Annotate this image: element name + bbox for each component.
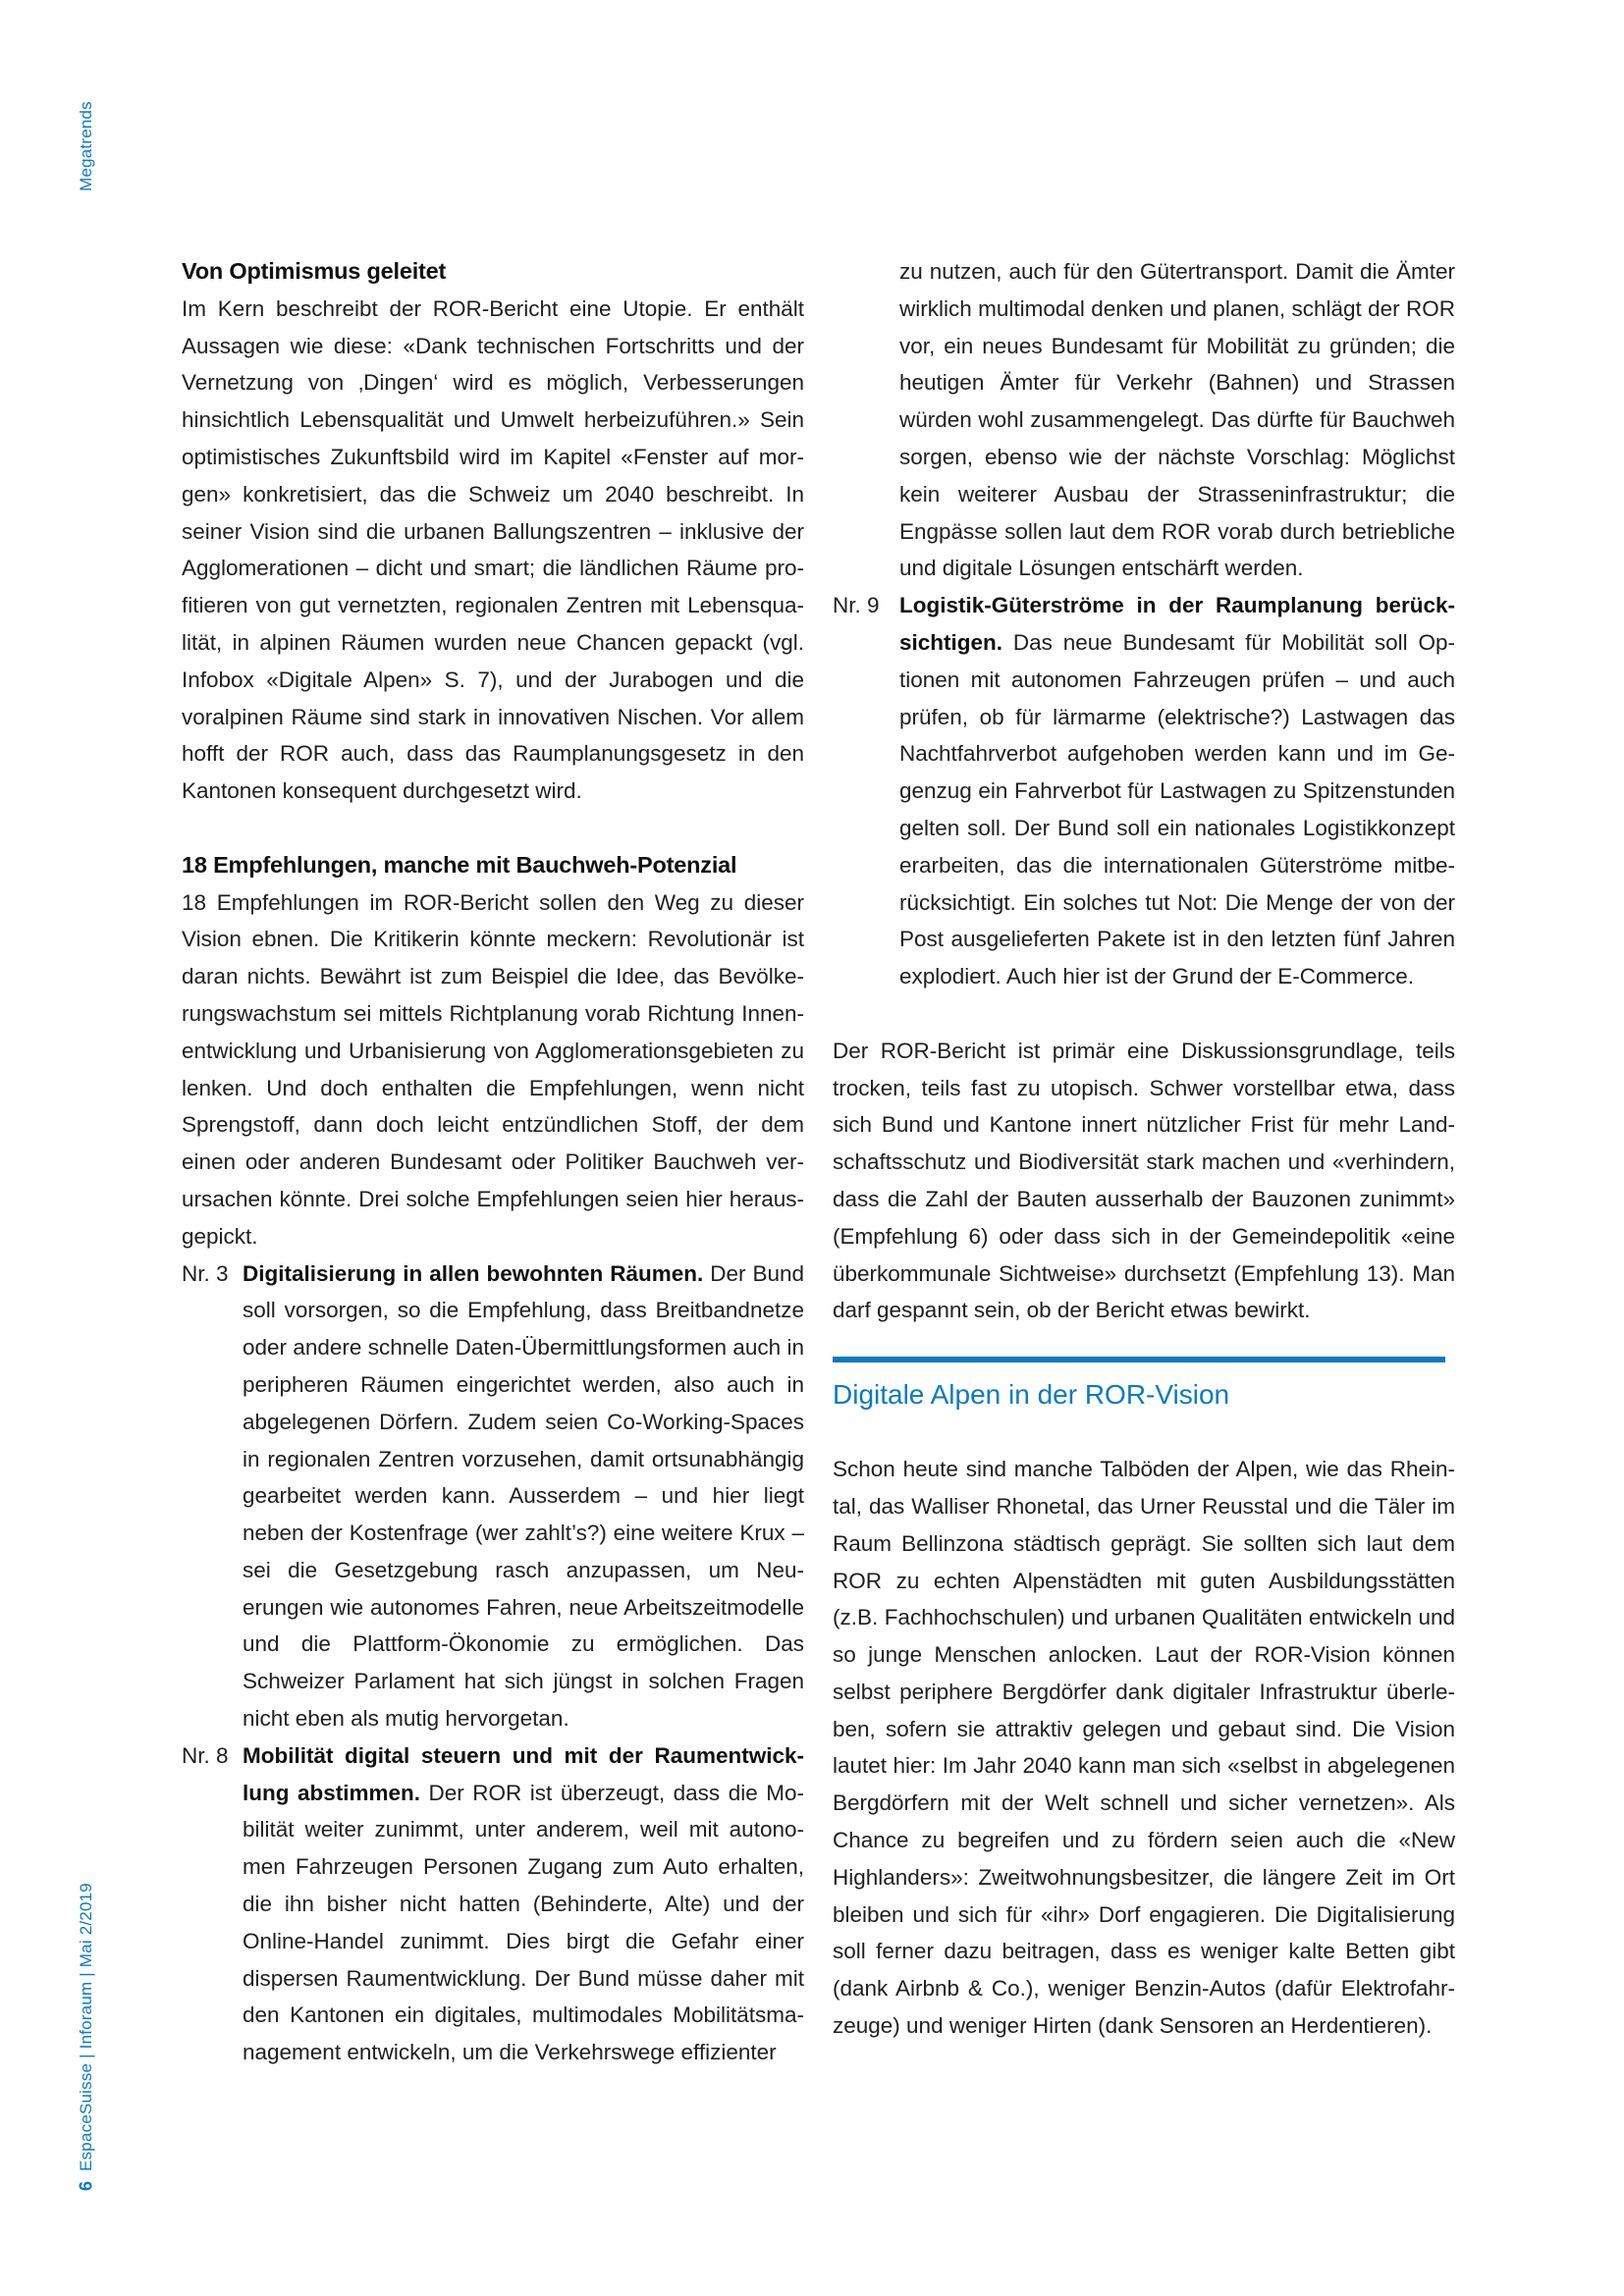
page-number-text: 6 <box>76 2180 96 2192</box>
paragraph-optimism: Im Kern beschreibt der ROR-Bericht eine Utopie. Er enthält Aussagen wie diese: «Dank technischen Fortschritts und der Vernetzung von ‚Dingen‘ wird es möglich, Verbesserungen hinsichtlich Lebensqualität und Umwelt herbeizuführen.» Sein optimistisches Zukunftsbild wird im Kapitel «Fenster auf morgen» konkretisiert, das die Schweiz um 2040 beschreibt. In seiner Vision sind die urbanen Ballungszentren – inklusive der Agglomerationen – dicht und smart; die ländlichen Räume profitieren von gut vernetzten, regionalen Zentren mit Lebensqualität, in alpinen Räumen wurden neue Chancen gepackt (vgl. Infobox «Digitale Alpen» S. 7), und der Jurabogen und die voralpinen Räume sind stark in innovativen Nischen. Vor allem hofft der ROR auch, dass das Raumplanungsgesetz in den Kantonen konsequent durchgesetzt wird. <box>182 295 804 804</box>
recommendation-title: Mobilität digital steuern und mit der Raumentwicklung abstimmen. <box>243 1742 804 1805</box>
recommendation-title: Logistik-Güterströme in der Raumplanung berücksichtigen. <box>899 593 1455 655</box>
publication-label <box>69 1883 104 2171</box>
section-label-text: Megatrends <box>77 101 95 191</box>
recommendation-continuation: zu nutzen, auch für den Gütertransport. Damit die Ämter wirklich multimodal denken und planen, schlägt der ROR vor, ein neues Bundesamt für Mobilität zu gründen; die heutigen Ämter für Verkehr (Bahnen) und Strassen würden wohl zusammengelegt. Das dürfte für Bauchweh sorgen, ebenso wie der nächste Vorschlag: Möglichst kein weiterer Ausbau der Strasseninfrastruktur; die Engpässe sollen laut dem ROR vorab durch betriebliche und digitale Lösungen entschärft werden. <box>899 259 1455 581</box>
recommendation-number: Nr. 3 <box>182 1260 229 1286</box>
infobox-title: Digitale Alpen in der ROR-Vision <box>833 1379 1230 1411</box>
publication-label-text: EspaceSuisse | Inforaum | Mai 2/2019 <box>77 1883 95 2171</box>
heading-optimism: Von Optimismus geleitet <box>182 258 447 284</box>
spacer <box>833 995 1455 1033</box>
paragraph-conclusion: Der ROR-Bericht ist primär eine Diskussionsgrundlage, teils trocken, teils fast zu utopisch. Schwer vorstellbar etwa, dass sich Bund und Kantone innert nützlicher Frist für mehr Landschaftsschutz und Biodiversität stark machen und «verhindern, dass die Zahl der Bauten ausserhalb der Bauzonen zunimmt» (Empfehlung 6) oder dass sich in der Gemeindepolitik «eine überkommunale Sichtweise» durchsetzt (Empfehlung 13). Man darf gespannt sein, ob der Bericht etwas bewirkt. <box>833 1038 1455 1323</box>
left-column <box>182 253 804 2071</box>
section-label <box>69 92 104 200</box>
recommendation-text: Das neue Bundesamt für Mobilität soll Optionen mit autonomen Fahrzeugen prüfen – und auch prüfen, ob für lärmarme (elektrische?) Lastwagen das Nachtfahrverbot aufgehoben werden kann und im Gegenzug ein Fahrverbot für Lastwagen zu Spitzenstunden gelten soll. Der Bund soll ein nationales Logistikkonzept erarbeiten, das die internationalen Güterströme mitberücksichtigt. Ein solches tut Not: Die Menge der von der Post ausgelieferten Pakete ist in den letzten fünf Jahren explodiert. Auch hier ist der Grund der E-Commerce. <box>899 629 1455 989</box>
right-column <box>833 253 1455 2045</box>
recommendation-item <box>833 587 1455 995</box>
spacer <box>182 810 804 847</box>
recommendation-number: Nr. 8 <box>182 1742 229 1768</box>
recommendation-item <box>182 1255 804 1737</box>
recommendation-item <box>182 1737 804 2071</box>
infobox-text: Schon heute sind manche Talböden der Alpen, wie das Rheintal, das Walliser Rhonetal, das Urner Reusstal und die Täler im Raum Bellinzona städtisch geprägt. Sie sollten sich laut dem ROR zu echten Alpenstädten mit guten Ausbildungsstätten (z.B. Fachhochschulen) und urbanen Qualitäten entwickeln und so junge Menschen anlocken. Laut der ROR-Vision können selbst periphere Bergdörfer dank digitaler Infrastruktur überleben, sofern sie attraktiv gelegen und gebaut sind. Die Vision lautet hier: Im Jahr 2040 kann man sich «selbst in abgelegenen Bergdörfern mit der Welt schnell und sicher vernetzen». Als Chance zu begreifen und zu fördern seien auch die «New Highlanders»: Zweitwohnungsbesitzer, die längere Zeit im Ort bleiben und sich für «ihr» Dorf engagieren. Die Digitalisierung soll ferner dazu beitragen, dass es weniger kalte Betten gibt (dank Airbnb & Co.), weniger Benzin-Autos (dafür Elektrofahrzeuge) und weniger Hirten (dank Sensoren an Herdentieren). <box>833 1457 1455 2039</box>
page-number <box>69 2171 104 2201</box>
recommendation-text: Der ROR ist überzeugt, dass die Mobilität weiter zunimmt, unter anderem, weil mit autonomen Fahrzeugen Personen Zugang zum Auto erhalten, die ihn bisher nicht hatten (Behinderte, Alte) und der Online-Handel zunimmt. Dies birgt die Gefahr einer dispersen Raumentwicklung. Der Bund müsse daher mit den Kantonen ein digitales, multimodales Mobilitätsmanagement entwickeln, um die Verkehrswege effizienter <box>243 1780 804 2065</box>
heading-recommendations: 18 Empfehlungen, manche mit Bauchweh-Potenzial <box>182 851 737 878</box>
recommendation-number: Nr. 9 <box>833 593 880 618</box>
infobox-divider <box>833 1357 1445 1362</box>
recommendation-title: Digitalisierung in allen bewohnten Räumen. <box>243 1260 704 1286</box>
paragraph-recommendations: 18 Empfehlungen im ROR-Bericht sollen den Weg zu dieser Vision ebnen. Die Kritikerin könnte meckern: Revolutionär ist daran nichts. Bewährt ist zum Beispiel die Idee, das Bevölkerungswachstum sei mittels Richtplanung vorab Richtung Innenentwicklung und Urbanisierung von Agglomerationsgebieten zu lenken. Und doch enthalten die Empfehlungen, wenn nicht Sprengstoff, dann doch leicht entzündlichen Stoff, der dem einen oder anderen Bundesamt oder Politiker Bauchweh verursachen könnte. Drei solche Empfehlungen seien hier herausgepickt. <box>182 889 804 1249</box>
recommendation-text: Der Bund soll vorsorgen, so die Empfehlung, dass Breitbandnetze oder andere schnelle Daten-Übermittlungsformen auch in peripheren Räumen eingerichtet werden, also auch in abgelegenen Dörfern. Zudem seien Co-Working-Spaces in regionalen Zentren vorzusehen, damit ortsunabhängig gearbeitet werden kann. Ausserdem – und hier liegt neben der Kostenfrage (wer zahlt’s?) eine weitere Krux – sei die Gesetzgebung rasch anzupassen, um Neuerungen wie autonomes Fahren, neue Arbeitszeitmodelle und die Plattform-Ökonomie zu ermöglichen. Das Schweizer Parlament hat sich jüngst in solchen Fragen nicht eben als mutig hervorgetan. <box>243 1260 804 1732</box>
